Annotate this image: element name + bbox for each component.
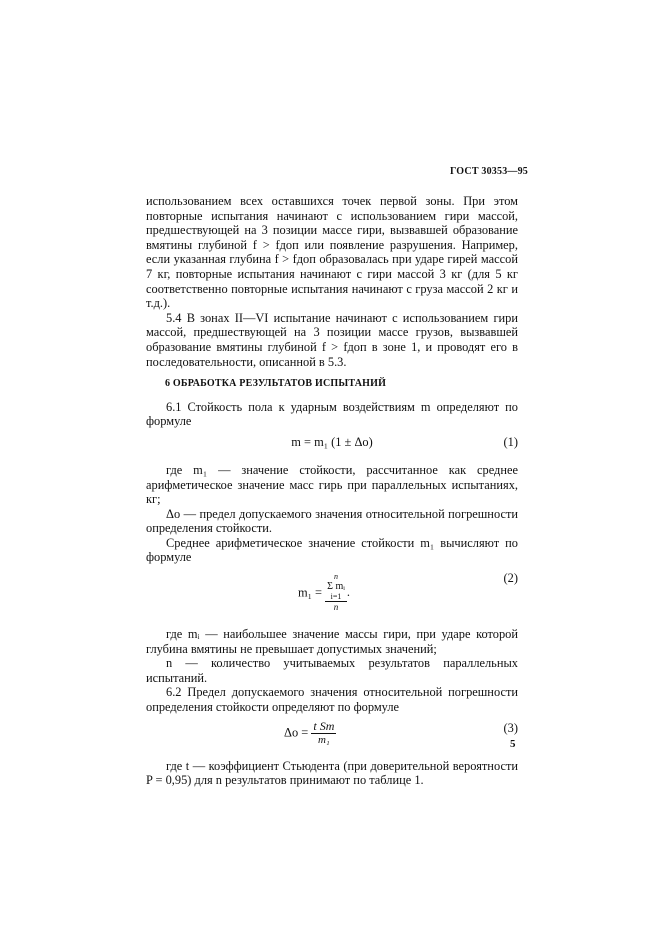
equation-3-number: (3) (503, 720, 518, 735)
equation-3 (146, 715, 518, 759)
equation-2-numerator (325, 573, 347, 602)
equation-3-fraction (311, 719, 336, 747)
sum-lower-limit: i=1 (330, 592, 342, 602)
body-text (146, 194, 518, 788)
sum-body: Σ mᵢ (327, 581, 345, 593)
paragraph-n: n — количество учитываемых результатов параллельных испытаний. (146, 656, 518, 685)
condition-f-2: f > fдоп (274, 252, 316, 267)
para2a-text: 5.4 В зонах II—VI испытание начинают с использованием гири массой, предшествующей на 3 позиции массе грузов, вызвавшей образование вмятины глубиной (146, 310, 518, 354)
paragraph-5-3-continued (146, 194, 518, 311)
standard-code: ГОСТ 30353—95 (449, 166, 528, 177)
equation-1-expr: m = m₁ (1 ± Δо) (291, 434, 373, 449)
paragraph-where-m1: где m₁ — значение стойкости, рассчитанное как среднее арифметическое значение масс гирь при параллельных испытаниях, кг; (146, 462, 518, 507)
paragraph-6-1: 6.1 Стойкость пола к ударным воздействиям m определяют по формуле (146, 399, 518, 429)
paragraph-5-4 (146, 311, 518, 369)
equation-3-denominator: m₁ (317, 733, 330, 746)
paragraph-where-mi: где mᵢ — наибольшее значение массы гири, при ударе которой глубина вмятины не превышает допустимых значений; (146, 627, 518, 656)
equation-1-number: (1) (503, 434, 518, 449)
para1-text: использованием всех оставшихся точек первой зоны. При этом повторные испытания начинают с использованием гири массой, предшествующей на 3 позиции массе гири, вызвавшей образование вмятины глубиной (146, 194, 518, 252)
section-heading: 6 ОБРАБОТКА РЕЗУЛЬТАТОВ ИСПЫТАНИЙ (165, 378, 387, 390)
paragraph-student: где t — коэффициент Стьюдента (при доверительной вероятности P = 0,95) для n результатов принимают по таблице 1. (146, 758, 518, 788)
paragraph-mean: Среднее арифметическое значение стойкости m₁ вычисляют по формуле (146, 535, 518, 565)
equation-2-number: (2) (503, 571, 518, 586)
equation-2-expr: m₁ = n Σ mᵢ i=1 n . (298, 572, 350, 613)
para2b-text: в зоне 1, и проводят его в последовательности, описанной в 5.3. (146, 339, 518, 369)
equation-2-fraction (325, 573, 347, 613)
equation-2 (146, 565, 518, 627)
equation-3-expr (284, 719, 336, 747)
equation-2-denominator: n (333, 602, 339, 613)
equation-1 (146, 429, 518, 463)
paragraph-6-2: 6.2 Предел допускаемого значения относительной погрешности определения стойкости определяют по формуле (146, 685, 518, 715)
sum-upper-limit: n (334, 572, 339, 582)
page-number: 5 (510, 738, 516, 750)
equation-2-lhs: m₁ = (298, 585, 323, 600)
condition-f: f > fдоп (252, 237, 299, 252)
equation-3-numerator: t Sm (313, 718, 335, 733)
paragraph-delta: Δо — предел допускаемого значения относительной погрешности определения стойкости. (146, 506, 518, 536)
para1b-text: или появление разрушения. Например, если указанная глубина (146, 237, 518, 267)
equation-3-lhs: Δо = (284, 725, 309, 740)
para1c-text: образовалась при ударе гирей массой 7 кг, повторные испытания начинают с гири массой 3 кг (для 5 кг соответственно повторные испытания начинают с груза массой 2 кг и т.д.). (146, 252, 518, 311)
condition-f-3: f > fдоп (321, 339, 367, 354)
